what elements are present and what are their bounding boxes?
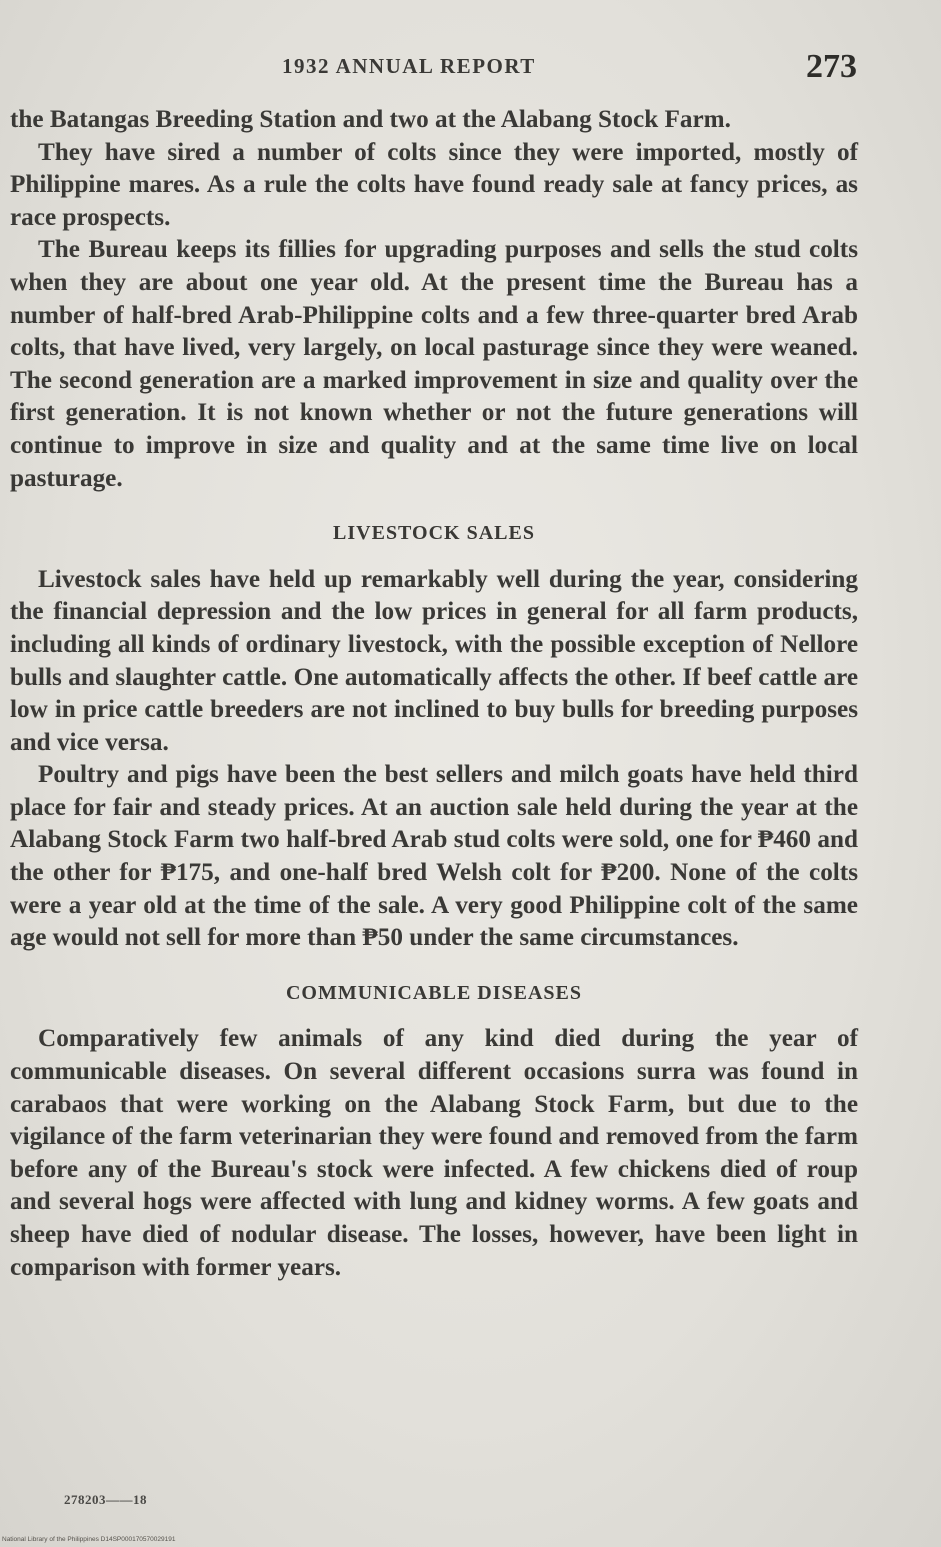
body-text [10, 104, 858, 1284]
section-heading-communicable-diseases: COMMUNICABLE DISEASES [285, 981, 583, 1004]
paragraph-fillies: The Bureau keeps its fillies for upgrading purposes and sells the stud colts when they are about one year old. At the present time the Bureau has a number of half-bred Arab-Philippine colts and a few three-quarter bred Arab colts, that have lived, very largely, on local pasturage since they were weaned. The second generation are a marked improvement in size and quality over the first generation. It is not known whether or not the future generations will continue to improve in size and quality and at the same time live on local pasturage. [10, 236, 858, 492]
paragraph-colts-sired: They have sired a number of colts since they were imported, mostly of Philippine mares. As a rule the colts have found ready sale at fancy prices, as race prospects. [10, 138, 858, 231]
paragraph-communicable-diseases: Comparatively few animals of any kind died during the year of communicable diseases. On several different occasions surra was found in carabaos that were working on the Alabang Stock Farm, but due to the vigilance of the farm veterinarian they were found and removed from the farm before any of the Bureau's stock were infected. A few chickens died of roup and several hogs were affected with lung and kidney worms. A few goats and sheep have died of nodular disease. The losses, however, have been light in comparison with former years. [10, 1025, 858, 1281]
page-number: 273 [806, 48, 857, 85]
printer-signature: 278203——18 [64, 1492, 147, 1507]
section-heading-livestock-sales: LIVESTOCK SALES [333, 522, 535, 545]
paragraph-continuation: the Batangas Breeding Station and two at the Alabang Stock Farm. [10, 106, 731, 133]
scan-credit: National Library of the Philippines D14SP000170570029191 [2, 1536, 176, 1543]
paragraph-poultry-pigs: Poultry and pigs have been the best sellers and milch goats have held third place for fair and steady prices. At an auction sale held during the year at the Alabang Stock Farm two half-bred Arab stud colts were sold, one for ₱460 and the other for ₱175, and one-half bred Welsh colt for ₱200. None of the colts were a year old at the time of the sale. A very good Philippine colt of the same age would not sell for more than ₱50 under the same circumstances. [10, 761, 858, 952]
running-title: 1932 ANNUAL REPORT [282, 54, 536, 78]
paragraph-livestock-sales: Livestock sales have held up remarkably well during the year, considering the financial depression and the low prices in general for all farm products, including all kinds of ordinary livestock, with the possible exception of Nellore bulls and slaughter cattle. One automatically affects the other. If beef cattle are low in price cattle breeders are not inclined to buy bulls for breeding purposes and vice versa. [10, 565, 858, 756]
page-header [0, 48, 941, 88]
